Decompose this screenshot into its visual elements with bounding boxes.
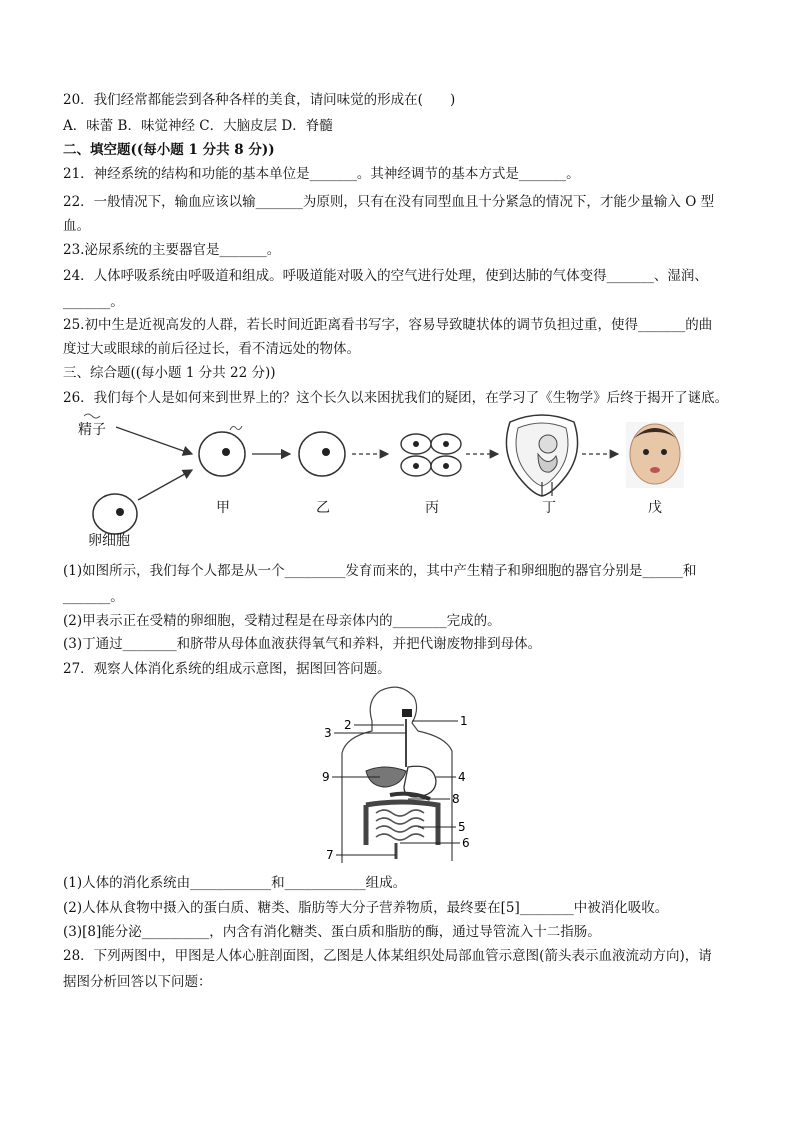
stage-jia: 甲 [216, 500, 230, 516]
question-25-line1: 25.初中生是近视高发的人群，若长时间近距离看书写字，容易导致睫状体的调节负担过重，使得_______的曲 [63, 317, 713, 333]
question-22-line1: 22．一般情况下，输血应该以输_______为原则，只有在没有同型血且十分紧急的情况下，才能少量输入 O 型 [63, 194, 715, 210]
question-20-options: A．味蕾 B．味觉神经 C．大脑皮层 D．脊髓 [63, 118, 333, 134]
cell-yi [299, 432, 345, 476]
section-2-title: 二、填空题((每小题 1 分共 8 分)) [63, 142, 275, 158]
question-21: 21．神经系统的结构和功能的基本单位是_______。其神经调节的基本方式是_______。 [63, 166, 580, 182]
question-27: 27．观察人体消化系统的组成示意图，据图回答问题。 [63, 661, 391, 677]
label-3: 3 [324, 726, 332, 740]
label-5: 5 [458, 820, 466, 834]
sperm-arrow [116, 427, 192, 454]
digestive-system-diagram [318, 683, 478, 865]
question-26-3: (3)丁通过________和脐带从母体血液获得氧气和养料，并把代谢废物排到母体。 [63, 636, 542, 652]
stage-ding: 丁 [542, 500, 556, 516]
egg-nucleus [116, 508, 124, 516]
label-1: 1 [460, 714, 468, 728]
question-26-1-line2: _______。 [63, 589, 124, 605]
question-27-1: (1)人体的消化系统由____________和____________组成。 [63, 875, 407, 891]
small-intestine [376, 810, 424, 840]
egg-arrow [138, 470, 192, 500]
stage-yi: 乙 [316, 500, 330, 516]
baby-photo [626, 422, 684, 488]
stage-bing: 丙 [425, 500, 439, 516]
egg-cell [93, 494, 137, 534]
question-26-2: (2)甲表示正在受精的卵细胞，受精过程是在母亲体内的________完成的。 [63, 613, 501, 629]
label-2: 2 [344, 718, 352, 732]
question-24-line2: _______。 [63, 294, 124, 310]
question-25-line2: 度过大或眼球的前后径过长，看不清远处的物体。 [63, 341, 360, 357]
egg-label: 卵细胞 [88, 533, 130, 549]
question-22-line2: 血。 [63, 218, 90, 234]
question-26: 26．我们每个人是如何来到世界上的？这个长久以来困扰我们的疑团，在学习了《生物学》后终于揭开了谜底。 [63, 390, 729, 406]
cell-bing [401, 434, 461, 476]
label-9: 9 [322, 770, 330, 784]
question-27-3: (3)[8]能分泌__________，内含有消化糖类、蛋白质和脂肪的酶，通过导管流入十二指肠。 [63, 924, 601, 940]
label-6: 6 [462, 836, 470, 850]
sperm-at-egg [230, 426, 242, 430]
sperm-label: 精子 [78, 422, 106, 438]
label-8: 8 [452, 792, 460, 806]
section-3-title: 三、综合题((每小题 1 分共 22 分)) [63, 365, 276, 381]
development-diagram [70, 412, 700, 557]
sperm-tail [84, 414, 100, 418]
question-26-1-line1: (1)如图所示，我们每个人都是从一个_________发育而来的，其中产生精子和卵细胞的器官分别是______和 [63, 563, 697, 579]
fetus-in-uterus [506, 415, 577, 496]
question-28-line1: 28．下列两图中，甲图是人体心脏剖面图，乙图是人体某组织处局部血管示意图(箭头表示血液流动方向)，请 [63, 948, 712, 964]
question-24-line1: 24．人体呼吸系统由呼吸道和组成。呼吸道能对吸入的空气进行处理，使到达肺的气体变得_______、湿润、 [63, 268, 708, 284]
question-28-line2: 据图分析回答以下问题： [63, 974, 212, 990]
label-7: 7 [326, 848, 334, 862]
stage-wu: 戊 [648, 500, 662, 516]
question-27-2: (2)人体从食物中摄入的蛋白质、糖类、脂肪等大分子营养物质，最终要在[5]________中被消化吸收。 [63, 900, 669, 916]
question-23: 23.泌尿系统的主要器官是_______。 [63, 242, 281, 258]
cell-jia [199, 432, 245, 476]
question-20: 20．我们经常都能尝到各种各样的美食，请问味觉的形成在( ) [63, 92, 456, 108]
label-4: 4 [458, 770, 466, 784]
